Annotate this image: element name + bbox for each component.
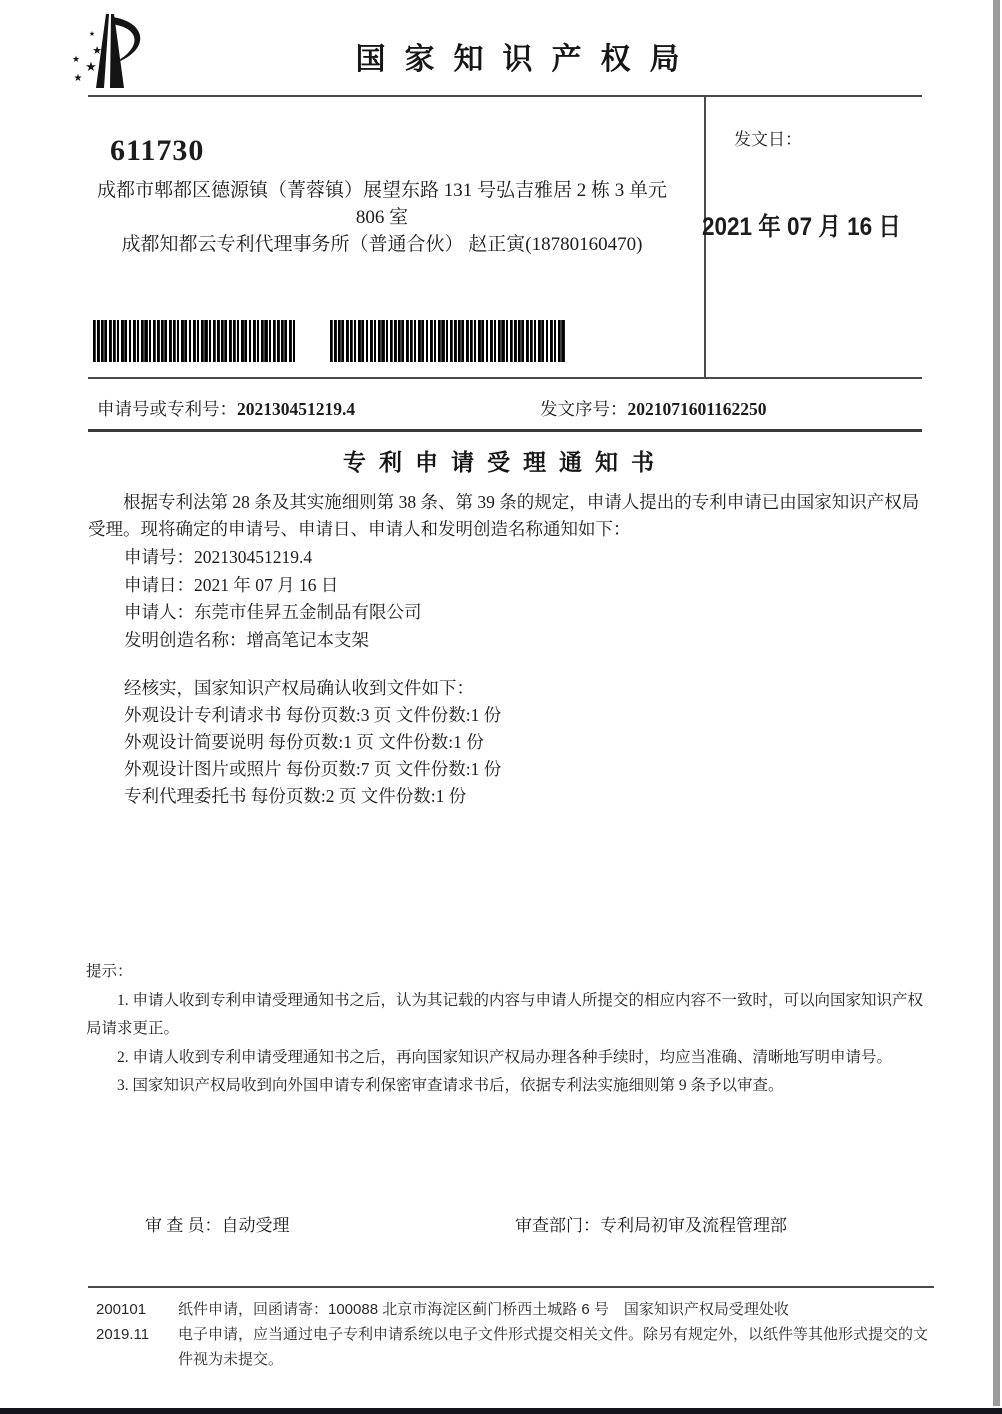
hints-label: 提示： bbox=[86, 963, 133, 980]
address-box-bottom-rule bbox=[88, 377, 922, 379]
field-applicant: 申请人：东莞市佳昇五金制品有限公司 bbox=[124, 602, 422, 622]
received-item: 外观设计专利请求书 每份页数:3 页 文件份数:1 份 bbox=[124, 705, 502, 725]
postcode: 611730 bbox=[110, 134, 205, 167]
field-application-number: 申请号：202130451219.4 bbox=[124, 547, 313, 567]
svg-text:★: ★ bbox=[85, 59, 97, 74]
scan-bottom-edge bbox=[0, 1408, 1002, 1414]
application-number-row bbox=[97, 396, 355, 421]
svg-text:★: ★ bbox=[92, 45, 102, 57]
received-item: 外观设计简要说明 每份页数:1 页 文件份数:1 份 bbox=[124, 732, 484, 752]
paper-filing-line: 纸件申请，回函请寄：100088 北京市海淀区蓟门桥西土城路 6 号 国家知识产权局受理处收 bbox=[178, 1301, 789, 1318]
serial-number-label: 发文序号： bbox=[540, 399, 628, 419]
barcode-icon bbox=[330, 320, 566, 362]
hints-section bbox=[86, 958, 932, 1101]
svg-text:★: ★ bbox=[88, 30, 96, 38]
footer-divider bbox=[88, 1286, 934, 1288]
header-divider bbox=[88, 95, 922, 97]
field-application-date: 申请日：2021 年 07 月 16 日 bbox=[124, 574, 339, 595]
form-code-block bbox=[96, 1297, 149, 1347]
received-item: 外观设计图片或照片 每份页数:7 页 文件份数:1 份 bbox=[124, 759, 502, 779]
barcode-icon bbox=[93, 320, 295, 362]
serial-number-value: 2021071601162250 bbox=[627, 399, 767, 419]
form-code: 200101 bbox=[96, 1301, 147, 1318]
svg-text:★: ★ bbox=[71, 54, 81, 64]
department-value: 专利局初审及流程管理部 bbox=[600, 1216, 787, 1235]
footer-instructions bbox=[178, 1297, 936, 1372]
department-label: 审查部门： bbox=[515, 1216, 600, 1235]
examiner-row bbox=[145, 1211, 290, 1236]
scan-right-edge bbox=[993, 0, 1000, 1406]
received-documents bbox=[124, 675, 501, 810]
application-number-label: 申请号或专利号： bbox=[97, 399, 237, 419]
issue-date-label: 发文日： bbox=[734, 130, 802, 149]
hint-item-3: 3. 国家知识产权局收到向外国申请专利保密审查请求书后，依据专利法实施细则第 9 条予以审查。 bbox=[117, 1077, 784, 1094]
received-item: 专利代理委托书 每份页数:2 页 文件份数:1 份 bbox=[124, 786, 467, 806]
org-title: 国家知识产权局 bbox=[355, 43, 699, 76]
mailing-address bbox=[92, 177, 672, 258]
department-row bbox=[515, 1211, 787, 1236]
intro-line-1: 根据专利法第 28 条及其实施细则第 38 条、第 39 条的规定，申请人提出的专利申请已由国家知识产权局 bbox=[123, 492, 920, 512]
examiner-value: 自动受理 bbox=[221, 1216, 290, 1235]
examiner-label: 审 查 员： bbox=[145, 1216, 222, 1235]
issue-date-value: 2021 年 07 月 16 日 bbox=[702, 213, 901, 241]
received-intro: 经核实，国家知识产权局确认收到文件如下： bbox=[124, 678, 474, 698]
hint-item-1: 1. 申请人收到专利申请受理通知书之后，认为其记载的内容与申请人所提交的相应内容不一致时，可以向国家知识产权局请求更正。 bbox=[86, 991, 924, 1037]
form-date: 2019.11 bbox=[96, 1326, 150, 1343]
address-line-1: 成都市郫都区德源镇（菁蓉镇）展望东路 131 号弘吉雅居 2 栋 3 单元 bbox=[96, 180, 667, 201]
notice-intro bbox=[88, 489, 928, 543]
svg-text:★: ★ bbox=[73, 73, 83, 84]
application-fields bbox=[124, 544, 422, 654]
application-number-value: 202130451219.4 bbox=[237, 399, 356, 419]
agent-line: 成都知都云专利代理事务所（普通合伙） 赵正寅(18780160470) bbox=[121, 234, 643, 255]
e-filing-line: 电子申请，应当通过电子专利申请系统以电子文件形式提交相关文件。除另有规定外，以纸件等其他形式提交的文件视为未提交。 bbox=[178, 1326, 929, 1368]
intro-line-2: 受理。现将确定的申请号、申请日、申请人和发明创造名称通知如下： bbox=[88, 519, 631, 539]
field-invention-title: 发明创造名称：增高笔记本支架 bbox=[124, 629, 369, 650]
serial-number-row bbox=[540, 396, 767, 421]
address-line-2: 806 室 bbox=[355, 207, 409, 228]
hint-item-2: 2. 申请人收到专利申请受理通知书之后，再向国家知识产权局办理各种手续时，均应当准确、清晰地写明申请号。 bbox=[117, 1048, 893, 1066]
notice-title: 专利申请受理通知书 bbox=[343, 449, 667, 475]
meta-row-bottom-rule bbox=[88, 429, 922, 432]
